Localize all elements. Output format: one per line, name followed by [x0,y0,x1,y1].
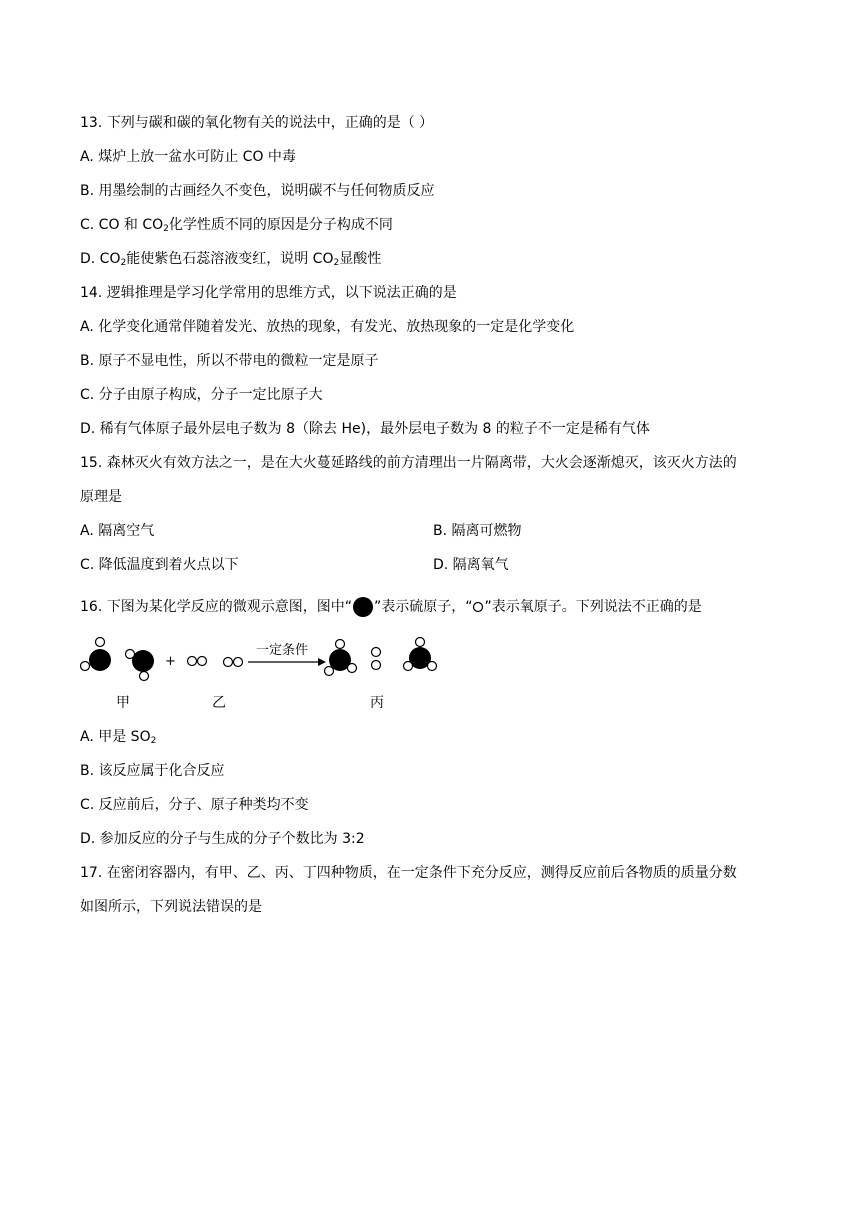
q16-stem-pre: 16. 下图为某化学反应的微观示意图，图中“ [80,599,352,615]
reaction-arrow-icon [248,658,326,666]
q13-option-c [80,216,393,234]
q16-option-a-pre: A. 甲是 SO [80,729,151,745]
molecule-so2-1 [81,638,112,672]
label-jia: 甲 [116,695,130,711]
label-bing: 丙 [370,695,384,711]
q16-stem-post: ”表示氧原子。下列说法不正确的是 [484,599,702,615]
molecule-o2-remaining [372,648,381,670]
q13-option-d-sub2: 2 [333,258,340,268]
q13-option-c-pre: C. CO 和 CO [80,217,164,233]
q13-option-d-pre: D. CO [80,251,121,267]
q15-option-c: C. 降低温度到着火点以下 [80,557,239,573]
q14-option-a: A. 化学变化通常伴随着发光、放热的现象，有发光、放热现象的一定是化学变化 [80,319,575,335]
molecule-o2-2 [224,658,243,667]
q13-option-c-post: 化学性质不同的原因是分子构成不同 [168,217,393,233]
q17-stem-line1: 17. 在密闭容器内，有甲、乙、丙、丁四种物质，在一定条件下充分反应，测得反应前后各物质的质量分数 [80,865,737,881]
molecule-so3-2 [404,638,437,671]
q17-stem-line2: 如图所示，下列说法错误的是 [80,899,262,915]
molecule-so2-2 [126,650,155,681]
sulfur-atom-icon [352,596,374,618]
q14-option-b: B. 原子不显电性，所以不带电的微粒一定是原子 [80,353,379,369]
q15-stem-line2: 原理是 [80,489,122,505]
q16-option-b: B. 该反应属于化合反应 [80,763,225,779]
reaction-diagram-svg [80,630,480,700]
q15-option-a: A. 隔离空气 [80,523,155,539]
q16-option-c: C. 反应前后，分子、原子种类均不变 [80,797,309,813]
molecule-so3-1 [325,640,357,676]
q15-option-d: D. 隔离氧气 [433,557,509,573]
molecule-o2-1 [188,657,207,666]
q13-option-d [80,250,381,268]
q16-option-d: D. 参加反应的分子与生成的分子个数比为 3:2 [80,831,365,847]
label-yi: 乙 [212,695,226,711]
q13-option-c-sub: 2 [163,224,169,234]
q13-option-b: B. 用墨绘制的古画经久不变色，说明碳不与任何物质反应 [80,183,435,199]
oxygen-atom-icon [472,601,484,613]
q13-stem: 13. 下列与碳和碳的氧化物有关的说法中，正确的是（ ） [80,115,434,131]
q14-option-c: C. 分子由原子构成，分子一定比原子大 [80,387,323,403]
q16-stem-mid: ”表示硫原子，“ [373,599,473,615]
q15-stem-line1: 15. 森林灭火有效方法之一，是在大火蔓延路线的前方清理出一片隔离带，大火会逐渐熄灭，该灭火方法的 [80,455,737,471]
q13-option-a: A. 煤炉上放一盆水可防止 CO 中毒 [80,149,296,165]
reaction-condition: 一定条件 [256,643,309,658]
reaction-diagram [80,630,480,720]
q16-option-a [80,728,156,746]
q14-stem: 14. 逻辑推理是学习化学常用的思维方式，以下说法正确的是 [80,285,457,301]
q16-option-a-sub: 2 [150,736,157,746]
q14-option-d: D. 稀有气体原子最外层电子数为 8（除去 He)，最外层电子数为 8 的粒子不一定是稀有气体 [80,421,650,437]
q15-option-b: B. 隔离可燃物 [433,523,522,539]
q16-stem [80,596,702,618]
q13-option-d-post: 显酸性 [339,251,382,267]
q13-option-d-mid: 能使紫色石蕊溶液变红，说明 CO [126,251,334,267]
plus-sign: + [165,654,176,669]
q13-option-d-sub: 2 [120,258,127,268]
